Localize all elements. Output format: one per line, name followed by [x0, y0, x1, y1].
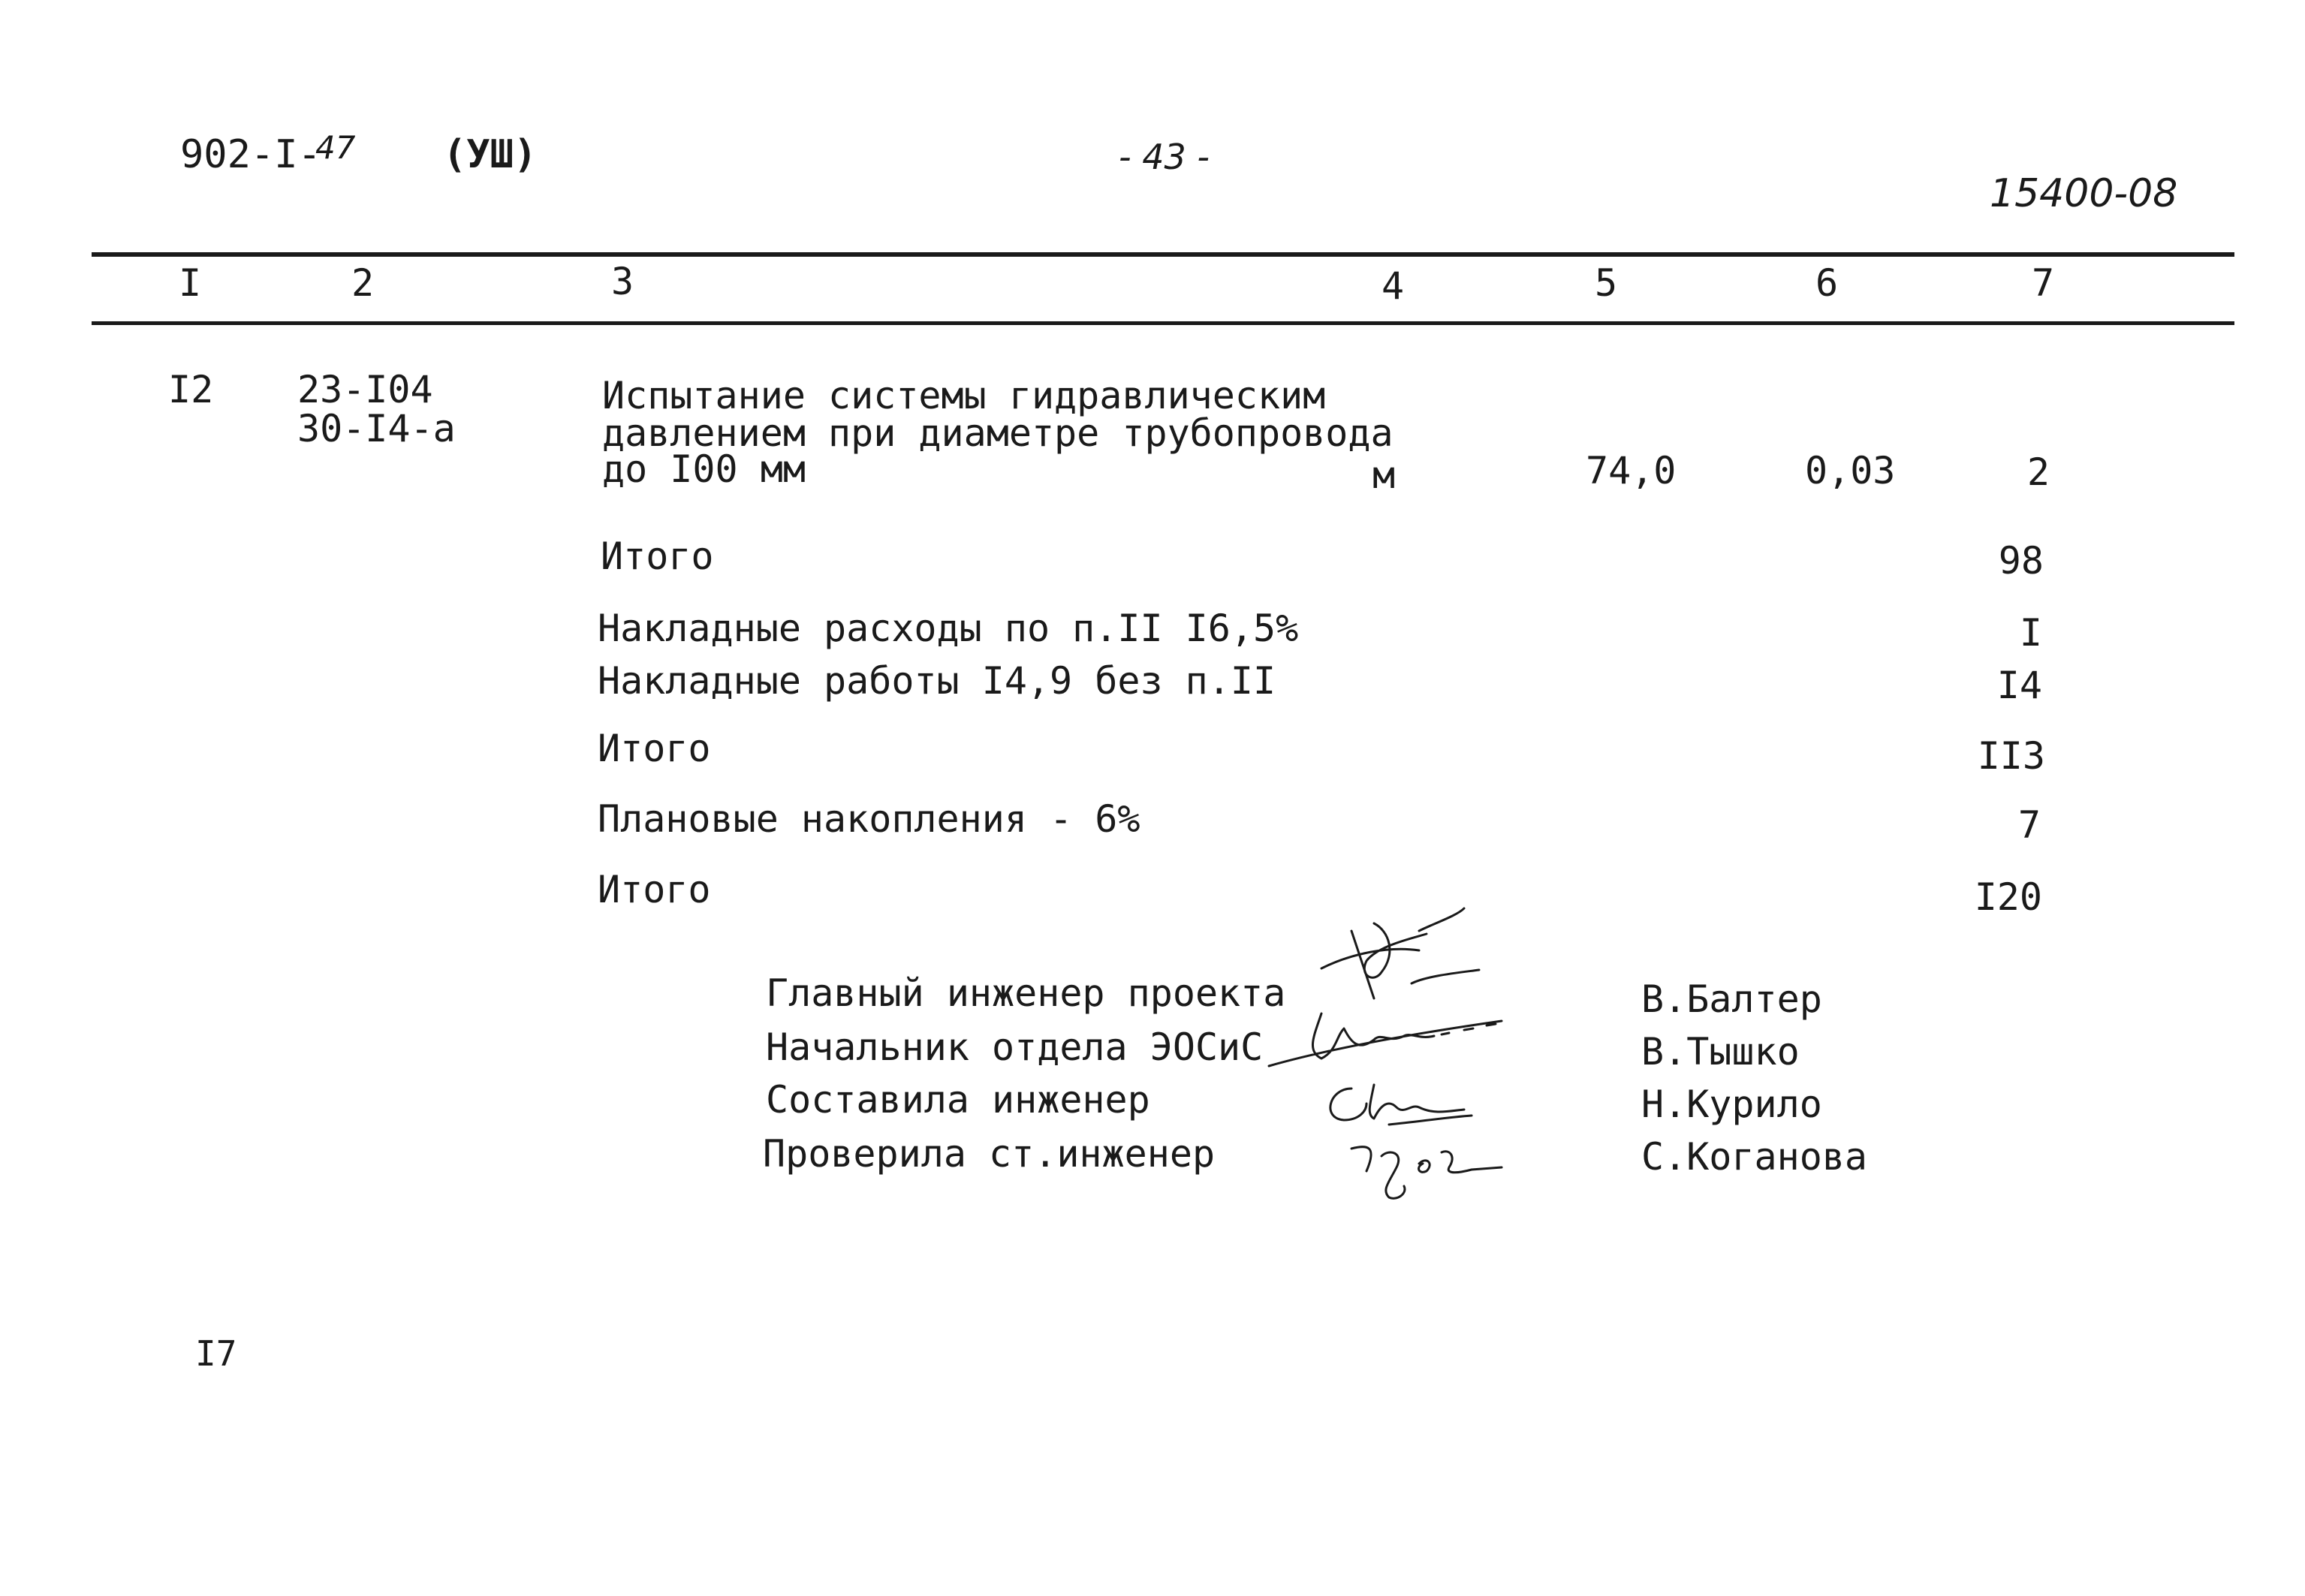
column-header-5: 5 [1595, 261, 1618, 305]
table-top-rule [92, 252, 2234, 257]
footer-sheet-mark: I7 [195, 1333, 237, 1374]
row-description-line-2: давлением при диаметре трубопровода [602, 411, 1394, 455]
summary-label-1: Итого [601, 535, 714, 578]
signature-name-1: В.Балтер [1641, 977, 1822, 1021]
handwritten-signature-3 [1314, 1074, 1509, 1134]
row-description-line-3: до I00 мм [602, 447, 806, 491]
column-header-6: 6 [1815, 261, 1839, 305]
handwritten-signature-1 [1306, 901, 1547, 1006]
row-description-line-1: Испытание системы гидравлическим [602, 374, 1326, 417]
document-code-handwritten: 47 [315, 129, 356, 166]
column-header-3: 3 [611, 260, 634, 303]
summary-label-2: Накладные расходы по п.II I6,5% [598, 607, 1299, 650]
column-header-7: 7 [2032, 261, 2055, 305]
summary-value-5: 7 [2017, 803, 2041, 847]
row-quantity: 74,0 [1586, 449, 1677, 492]
column-header-4: 4 [1381, 264, 1405, 308]
document-series: (УШ) [443, 132, 538, 177]
handwritten-signature-4 [1336, 1126, 1517, 1209]
table-header-bottom-rule [92, 321, 2234, 325]
page-number: - 43 - [1119, 137, 1210, 177]
row-rate: 0,03 [1805, 449, 1896, 492]
summary-label-4: Итого [598, 727, 711, 770]
summary-value-3: I4 [1996, 664, 2042, 707]
summary-value-1: 98 [1998, 539, 2044, 583]
signature-name-4: С.Коганова [1641, 1135, 1868, 1179]
column-header-1: I [179, 261, 202, 305]
summary-label-6: Итого [598, 868, 711, 911]
signature-role-4: Проверила ст.инженер [763, 1132, 1216, 1176]
column-header-2: 2 [351, 261, 375, 305]
row-code-1: 23-I04 [297, 368, 433, 411]
row-unit: м [1372, 453, 1396, 497]
summary-label-5: Плановые накопления - 6% [598, 797, 1140, 841]
summary-value-4: II3 [1977, 734, 2045, 778]
row-number: I2 [168, 368, 214, 411]
row-total: 2 [2026, 450, 2050, 494]
document-code: 902-I- [180, 132, 321, 177]
signature-name-3: Н.Курило [1641, 1083, 1822, 1126]
signature-name-2: В.Тышко [1641, 1030, 1800, 1074]
signature-role-2: Начальник отдела ЭОСиС [766, 1025, 1264, 1069]
signature-role-3: Составила инженер [766, 1078, 1150, 1122]
row-code-2: 30-I4-а [297, 407, 456, 450]
summary-value-2: I [2019, 611, 2042, 655]
summary-value-6: I20 [1974, 875, 2042, 919]
handwritten-signature-2 [1261, 998, 1547, 1074]
summary-label-3: Накладные работы I4,9 без п.II [598, 659, 1276, 703]
signature-role-1: Главный инженер проекта [766, 971, 1286, 1015]
archive-number: 15400-08 [1990, 171, 2178, 216]
